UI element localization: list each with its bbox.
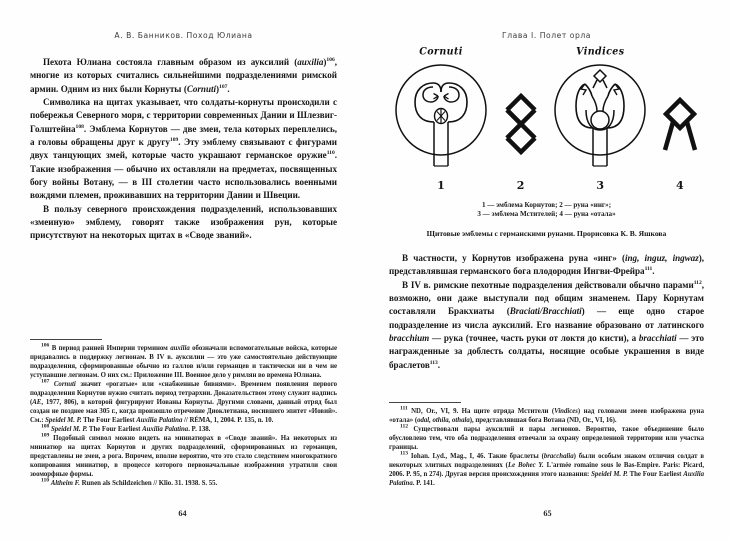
footnote-number: 109	[41, 432, 50, 439]
footnote-ref[interactable]: 111	[644, 266, 653, 273]
cornuti-shield-icon	[393, 58, 489, 176]
vindices-shield-icon	[552, 58, 648, 176]
figure-source: Щитовые эмблемы с германскими рунами. Прорисовка К. В. Яшкова	[426, 228, 667, 238]
running-head-left: А. В. Банников. Поход Юлиана	[114, 31, 253, 40]
figure-legend-line2: 3 — эмблема Мстителей; 4 — руна «отала»	[477, 210, 616, 219]
footnote: $^{106}$ В период ранней Империи термином auxilia обозначали вспомогательные войска, которые придавались в поддержку легионам. В IV в. ауксилии — это уже самостоятельно действующие подразделения, сформированные обычно из галлов и/или германцев и тактически ни в чем не уступавшие легионам. О них см.: Приложение III. Военное дело у римлян во времена Юлиана.	[30, 342, 337, 379]
figure-shield-emblems	[389, 45, 704, 238]
footnote: $^{108}$ Speidel M. P. The Four Earliest Auxilia Palatina. P. 138.	[41, 423, 211, 433]
figure-item-cornuti	[393, 46, 489, 192]
footnote-separator	[30, 339, 102, 340]
figure-number: 1	[437, 179, 445, 192]
body-column-left	[30, 56, 337, 243]
footnote-ref[interactable]: 112	[693, 279, 702, 286]
figure-item-vindices	[552, 46, 648, 192]
figure-item-rune-othala	[660, 44, 700, 192]
footnote-block-right	[389, 402, 704, 488]
footnote: $^{113}$ Iohan. Lyd., Mag., I, 46. Такие браслеты (bracchalia) были особым знаком отличия солдат в некоторых элитных подразделениях (Le Bohec Y. L'armée romaine sous le Bas-Empire. Paris: Picard, 2006. P. 95, n 274). Другая версия происхождения этого названия: Speidel M. P. The Four Earliest Auxilia Palatina. P. 141.	[389, 450, 705, 487]
footnote-number: 110	[41, 477, 49, 484]
footnote-number: 108	[41, 423, 50, 430]
paragraph: Пехота Юлиана состояла главным образом из ауксилий (auxilia)$^{106}$, многие из которых считались сильнейшими подразделениями римской армии. Одним из них были Корнуты (Cornuti)$^{107}$.	[30, 56, 337, 94]
footnote-block-left	[30, 339, 337, 488]
figure-number: 3	[596, 179, 605, 192]
shield-title-cornuti: Cornuti	[419, 45, 463, 58]
rune-othala-icon	[660, 58, 700, 176]
footnote-number: 106	[41, 342, 50, 349]
footnote: $^{107}$ Cornuti значит «рогатые» или «снабженные бивнями». Временем появления первого подразделения Корнутов нужно считать период тетрархии. Доказательством этому служит надпись (AE, 1977, 806), в которой фигурируют Иованы Корнуты. Другими словами, данный отряд был создан не позднее мая 305 г., когда произошло отречение Диоклетиана, носившего эпитет «Иовий». См.: Speidel M. P. The Four Earliest Auxilia Palatina // RÉMA, 1, 2004. P. 135, n. 10.	[30, 378, 337, 424]
footnote-number: 112	[400, 423, 408, 430]
footnote-ref[interactable]: 110	[326, 150, 335, 157]
page-right	[365, 0, 730, 540]
rune-ing-icon	[501, 58, 541, 176]
footnote-number: 111	[400, 405, 408, 412]
figure-number: 2	[516, 179, 525, 192]
footnote-ref[interactable]: 108	[75, 123, 84, 130]
footnote-number: 113	[400, 450, 408, 457]
shield-title-vindices: Vindices	[576, 45, 625, 58]
paragraph: В IV в. римские пехотные подразделения действовали обычно парами$^{112}$, возможно, они даже выступали под общим знаменем. Пару Корнутам составляли Бракхиаты (Braciati/Bracchiati) — еще одно старое подразделение из числа ауксилий. Его название образовано от латинского bracchium — рука (точнее, часть руки от локтя до кисти), а bracchiati — это награжденные за доблесть солдаты, носящие особые украшения в виде браслетов$^{113}$.	[389, 279, 704, 370]
footnote-ref[interactable]: 106	[326, 56, 335, 63]
footnote: $^{111}$ ND, Or., VI, 9. На щите отряда Мстители (Vindices) над головами змеев изображена руна «отала» (odal, othila, othala), представлявшая бога Вотана (ND, Or., VI, 16).	[389, 405, 704, 424]
latin-term: auxilia	[297, 57, 324, 67]
footnote: $^{110}$ Altheim F. Runen als Schildzeichen // Klio. 31. 1938. S. 55.	[41, 477, 218, 487]
latin-term: Cornuti	[186, 83, 217, 94]
footnote-separator	[389, 402, 461, 403]
paragraph: В частности, у Корнутов изображена руна «инг» (ing, inguz, ingwaz), представлявшая германского бога плодородия Ингви-Фрейра$^{111}$.	[389, 252, 704, 277]
figure-legend-line1: 1 — эмблема Корнутов; 2 — руна «инг»;	[481, 201, 612, 209]
figure-number: 4	[676, 179, 684, 192]
folio-left: 64	[178, 509, 187, 518]
footnote-number: 107	[41, 378, 50, 385]
running-head-right: Глава I. Полет орла	[502, 31, 591, 40]
paragraph: В пользу северного происхождения подразделений, использовавших «змеиную» эмблему, говорят также изображения рун, которые присутствуют на некоторых щитах в «Своде званий».	[30, 203, 337, 241]
footnote-ref[interactable]: 107	[219, 83, 228, 90]
figure-legend	[389, 201, 704, 220]
footnote-ref[interactable]: 113	[429, 359, 438, 366]
figure-row	[389, 45, 704, 192]
figure-item-rune-ing	[501, 44, 541, 192]
footnote: $^{109}$ Подобный символ можно видеть на миниатюрах в «Своде званий». На некоторых из миниатюр на щитах Корнутов и других подразделений, сформированных из германцев, представлены не змеи, а рога. Впрочем, вполне вероятно, что это стало следствием многократного копирования миниатюр, в процессе которого первоначальные изображения утратили свои зооморфные формы.	[30, 432, 337, 478]
folio-right: 65	[543, 509, 552, 518]
footnote-ref[interactable]: 109	[169, 137, 179, 144]
footnote: $^{112}$ Существовали пары ауксилий и пары легионов. Вероятно, такое объединение было обусловлено тем, что оба подразделения отвечали за охрану определенной территории или участка границы.	[389, 423, 704, 451]
body-column-right	[389, 252, 704, 372]
paragraph: Символика на щитах указывает, что солдаты-корнуты происходили с побережья Северного моря, с территории современных Дании и Шлезвиг-Голштейна$^{108}$. Эмблема Корнутов — две змеи, тела которых переплелись, а головы обращены друг к другу$^{109}$. Эту эмблему связывают с фигурами двух танцующих змей, которые часто украшают германское оружие$^{110}$. Такие изображения — обычно их оставляли на предметах, посвященных богу войны Вотану, — в III столетии часто использовались военными вождями племен, проживавших на территории Дании и Швеции.	[30, 97, 337, 201]
